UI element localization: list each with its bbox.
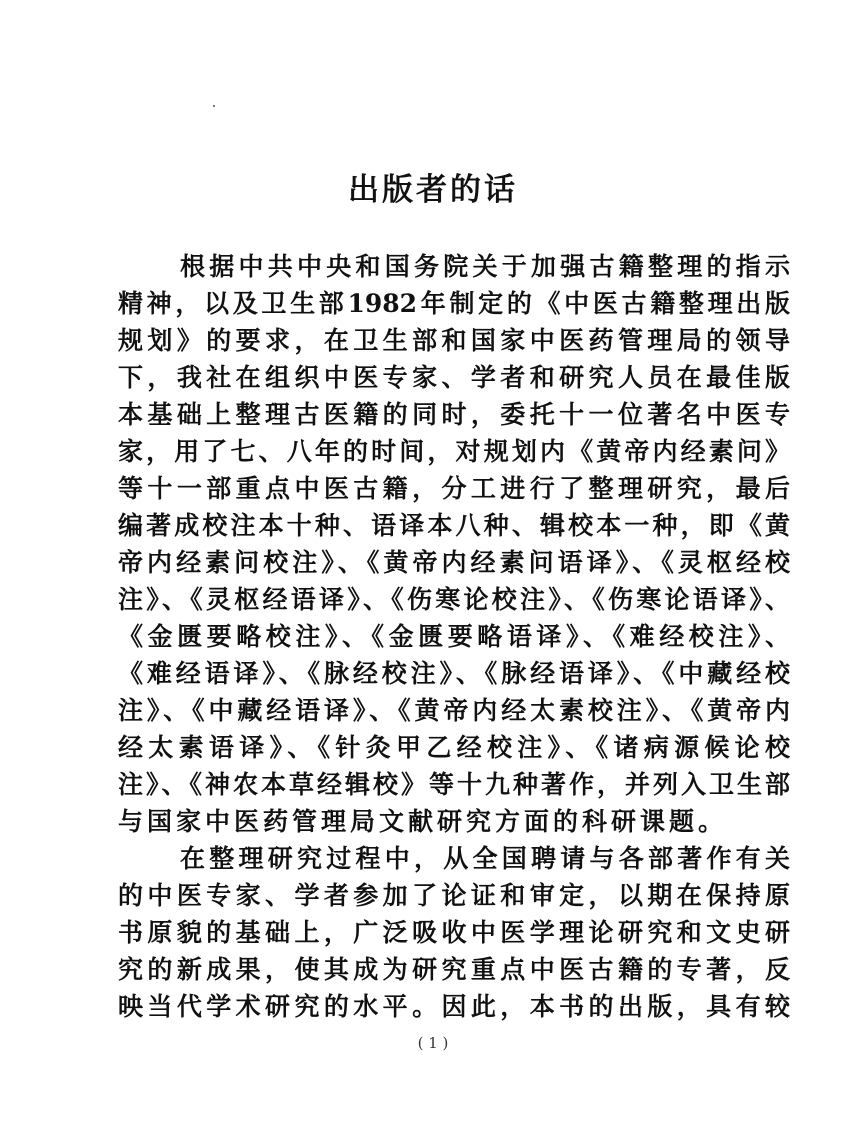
page-title: 出版者的话 (348, 172, 518, 208)
text-line: 经太素语译》、《针灸甲乙经校注》、《诸病源候论校 (118, 733, 790, 762)
paragraph-1 (118, 248, 790, 840)
text-line: 映当代学术研究的水平。因此，本书的出版，具有较 (118, 992, 790, 1021)
document-body (118, 248, 790, 1025)
text-line: 注》、《神农本草经辑校》等十九种著作，并列入卫生部 (118, 770, 790, 799)
text-line: 注》、《中藏经语译》、《黄帝内经太素校注》、《黄帝内 (118, 696, 790, 725)
text-line: 本基础上整理古医籍的同时，委托十一位著名中医专 (118, 400, 790, 429)
text-line: 与国家中医药管理局文献研究方面的科研课题。 (118, 807, 728, 836)
text-line: 下，我社在组织中医专家、学者和研究人员在最佳版 (118, 363, 790, 392)
text-line: 的中医专家、学者参加了论证和审定，以期在保持原 (118, 881, 790, 910)
text-line: 编著成校注本十种、语译本八种、辑校本一种，即《黄 (118, 511, 790, 540)
text-line: 书原貌的基础上，广泛吸收中医学理论研究和文史研 (118, 918, 790, 947)
page-number: ( 1 ) (417, 1034, 449, 1052)
text-line: 注》、《灵枢经语译》、《伤寒论校注》、《伤寒论语译》、 (118, 585, 790, 614)
text-line: 《金匮要略校注》、《金匮要略语译》、《难经校注》、 (118, 622, 790, 651)
text-line: 在整理研究过程中，从全国聘请与各部著作有关 (180, 844, 790, 873)
scan-speck (213, 105, 215, 107)
text-line: 究的新成果，使其成为研究重点中医古籍的专著，反 (118, 955, 790, 984)
text-line: 精神，以及卫生部1982年制定的《中医古籍整理出版 (118, 289, 790, 318)
paragraph-2 (118, 840, 790, 1025)
text-line: 帝内经素问校注》、《黄帝内经素问语译》、《灵枢经校 (118, 548, 790, 577)
text-line: 根据中共中央和国务院关于加强古籍整理的指示 (180, 252, 790, 281)
text-line: 规划》的要求，在卫生部和国家中医药管理局的领导 (118, 326, 790, 355)
text-line: 家，用了七、八年的时间，对规划内《黄帝内经素问》 (118, 437, 790, 466)
text-line: 《难经语译》、《脉经校注》、《脉经语译》、《中藏经校 (118, 659, 790, 688)
text-line: 等十一部重点中医古籍，分工进行了整理研究，最后 (118, 474, 790, 503)
